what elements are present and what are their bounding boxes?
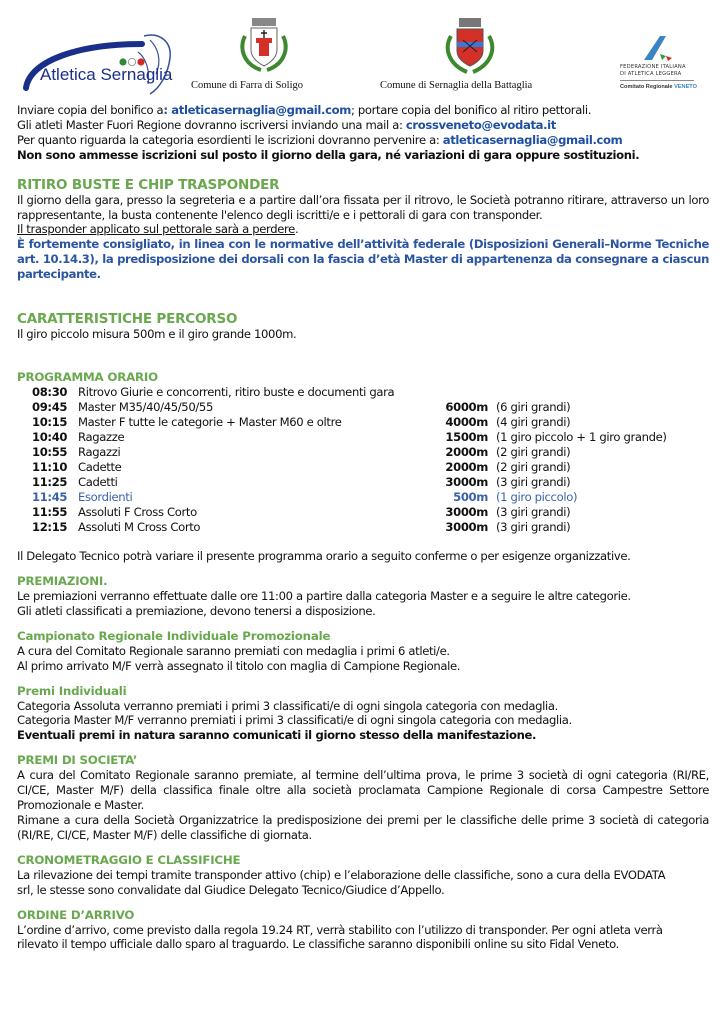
- schedule-laps: (2 giri grandi): [496, 444, 571, 459]
- farra-di-soligo-crest: [191, 16, 325, 98]
- fidal-divider: [620, 80, 694, 81]
- document-body: [17, 103, 709, 952]
- email-link-crossveneto[interactable]: crossveneto@evodata.it: [405, 117, 556, 132]
- schedule-distance: 2000m: [445, 444, 488, 459]
- schedule-time: 10:40: [32, 429, 68, 444]
- intro-line-2: [17, 118, 709, 133]
- schedule-distance: 4000m: [445, 414, 488, 429]
- schedule-time: 11:55: [32, 504, 68, 519]
- schedule-time: 10:15: [32, 414, 68, 429]
- sernaglia-crest: [378, 16, 558, 98]
- schedule-laps: (2 giri grandi): [496, 459, 571, 474]
- premi-individuali-line-2: Categoria Master M/F verranno premiati i primi 3 classificati/e di ogni singola categoria con medaglia.: [17, 713, 572, 728]
- fidal-logo: [614, 34, 702, 100]
- premi-societa-paragraph-1: A cura del Comitato Regionale saranno premiate, al termine dell’ultima prova, le prime 3 società di ogni categoria (RI/RE, CI/CE, Master M/F) della classifica finale oltre alla società proclamata Campione Regionale di corsa Campestre Settore Promozionale e Master.: [17, 768, 709, 813]
- schedule-laps: (1 giro piccolo + 1 giro grande): [496, 429, 667, 444]
- programma-note: Il Delegato Tecnico potrà variare il presente programma orario a seguito conferme o per esigenze organizzative.: [17, 548, 631, 563]
- schedule-description: Esordienti: [78, 489, 133, 504]
- schedule-time: 10:55: [32, 444, 68, 459]
- section-title-cronometraggio: CRONOMETRAGGIO E CLASSIFICHE: [17, 852, 241, 867]
- schedule-laps: (6 giri grandi): [496, 399, 571, 414]
- campionato-line-1: A cura del Comitato Regionale saranno premiati con medaglia i primi 6 atleti/e.: [17, 643, 450, 658]
- fidal-veneto: VENETO: [674, 84, 697, 90]
- atletica-logo-text: Atletica Sernaglia: [40, 65, 173, 84]
- intro-text: Per quanto riguarda la categoria esordienti le iscrizioni dovranno pervenire a:: [17, 132, 443, 147]
- intro-colon: :: [163, 103, 172, 117]
- period: .: [294, 222, 299, 237]
- intro-warning: Non sono ammesse iscrizioni sul posto il giorno della gara, né variazioni di gara oppure sostituzioni.: [17, 147, 640, 162]
- schedule-laps: (3 giri grandi): [496, 474, 571, 489]
- section-title-percorso: CARATTERISTICHE PERCORSO: [17, 311, 238, 328]
- atletica-sernaglia-logo: [20, 30, 186, 98]
- email-link-esordienti[interactable]: atleticasernaglia@gmail.com: [442, 132, 623, 147]
- campionato-line-2: Al primo arrivato M/F verrà assegnato il titolo con maglia di Campione Regionale.: [17, 658, 461, 673]
- farra-crest-icon: [205, 16, 325, 76]
- schedule-description: Ragazze: [78, 429, 125, 444]
- schedule-distance: 2000m: [445, 459, 488, 474]
- schedule-row: [32, 460, 712, 475]
- schedule-time: 11:45: [32, 489, 68, 504]
- schedule-distance: 500m: [453, 489, 488, 504]
- comune-sernaglia-caption: Comune di Sernaglia della Battaglia: [380, 80, 533, 91]
- schedule-description: Cadetti: [78, 474, 118, 489]
- section-title-programma: PROGRAMMA ORARIO: [17, 369, 158, 384]
- intro-text: Inviare copia del bonifico a: [17, 103, 164, 117]
- schedule-row: [32, 415, 712, 430]
- premiazioni-line-1: Le premiazioni verranno effettuate dalle ore 11:00 a partire dalla categoria Master e a seguire le altre categorie.: [17, 588, 631, 603]
- schedule-table: [32, 385, 712, 535]
- premiazioni-line-2: Gli atleti classificati a premiazione, devono tenersi a disposizione.: [17, 603, 376, 618]
- schedule-row: [32, 385, 712, 400]
- sernaglia-crest-icon: [378, 16, 558, 78]
- schedule-distance: 3000m: [445, 504, 488, 519]
- schedule-row: [32, 475, 712, 490]
- schedule-row: [32, 490, 712, 505]
- schedule-row: [32, 445, 712, 460]
- fidal-emblem-icon: [614, 34, 702, 64]
- schedule-description: Cadette: [78, 459, 122, 474]
- schedule-description: Assoluti M Cross Corto: [78, 519, 201, 534]
- comune-farra-caption: Comune di Farra di Soligo: [191, 80, 303, 91]
- fidal-line-2: DI ATLETICA LEGGERA: [620, 71, 682, 77]
- schedule-description: Master M35/40/45/50/55: [78, 399, 213, 414]
- schedule-laps: (3 giri grandi): [496, 504, 571, 519]
- schedule-row: [32, 520, 712, 535]
- intro-line-3: [17, 133, 709, 148]
- section-title-premi-societa: PREMI DI SOCIETA’: [17, 753, 138, 768]
- section-title-campionato: Campionato Regionale Individuale Promozionale: [17, 628, 331, 643]
- schedule-laps: (3 giri grandi): [496, 519, 571, 534]
- premi-individuali-line-3: Eventuali premi in natura saranno comunicati il giorno stesso della manifestazione.: [17, 728, 537, 743]
- email-link-atleticasernaglia[interactable]: atleticasernaglia@gmail.com: [171, 103, 351, 117]
- schedule-distance: 1500m: [445, 429, 488, 444]
- schedule-distance: 6000m: [445, 399, 488, 414]
- schedule-time: 12:15: [32, 519, 68, 534]
- ritiro-paragraph: Il giorno della gara, presso la segreteria e a partire dall’ora fissata per il ritrovo, le Società potranno ritirare, attraverso un loro rappresentante, la busta contenente l'elenco degli iscritti/e e i pettorali di gara con transponder.: [17, 192, 709, 222]
- intro-line-1: [17, 103, 709, 118]
- intro-text: ; portare copia del bonifico al ritiro pettorali.: [350, 103, 592, 117]
- schedule-time: 11:25: [32, 474, 68, 489]
- section-title-premiazioni: PREMIAZIONI.: [17, 573, 108, 588]
- fidal-line-3: Comitato Regionale: [620, 84, 675, 90]
- section-title-premi-individuali: Premi Individuali: [17, 683, 127, 698]
- schedule-row: [32, 400, 712, 415]
- schedule-time: 08:30: [32, 384, 68, 399]
- ordine-paragraph: L’ordine d’arrivo, come previsto dalla regola 19.24 RT, verrà stabilito con l’utilizzo di transponder. Per ogni atleta verrà rilevato il tempo ufficiale dallo sparo al traguardo. Le classifiche saranno disponibili online su sito Fidal Veneto.: [17, 922, 663, 952]
- schedule-time: 11:10: [32, 459, 68, 474]
- schedule-distance: 3000m: [445, 519, 488, 534]
- schedule-distance: 3000m: [445, 474, 488, 489]
- schedule-row: [32, 505, 712, 520]
- cronometraggio-paragraph: La rilevazione dei tempi tramite transponder attivo (chip) e l’elaborazione delle classifiche, sono a cura della EVODATA srl, le stesse sono convalidate dal Giudice Delegato Tecnico/Giudice d’Appello.: [17, 867, 666, 897]
- schedule-description: Ritrovo Giurie e concorrenti, ritiro buste e documenti gara: [78, 384, 395, 399]
- schedule-time: 09:45: [32, 399, 68, 414]
- schedule-laps: (1 giro piccolo): [496, 489, 578, 504]
- ritiro-advice: È fortemente consigliato, in linea con le normative dell’attività federale (Disposizioni Generali–Norme Tecniche art. 10.14.3), la predisposizione dei dorsali con la fascia d’età Master di appartenenza da consegnare a ciascun partecipante.: [17, 237, 709, 282]
- schedule-laps: (4 giri grandi): [496, 414, 571, 429]
- section-title-ordine: ORDINE D’ARRIVO: [17, 907, 135, 922]
- transponder-underlined: Il trasponder applicato sul pettorale sarà a perdere: [17, 222, 295, 237]
- premi-societa-paragraph-2: Rimane a cura della Società Organizzatrice la predisposizione dei premi per le classifiche delle prime 3 società di categoria (RI/RE, CI/CE, Master M/F) delle classifiche di giornata.: [17, 812, 709, 842]
- percorso-text: Il giro piccolo misura 500m e il giro grande 1000m.: [17, 327, 297, 342]
- premi-individuali-line-1: Categoria Assoluta verranno premiati i primi 3 classificati/e di ogni singola categoria con medaglia.: [17, 698, 558, 713]
- ritiro-transponder-note: [17, 222, 709, 237]
- schedule-row: [32, 430, 712, 445]
- fidal-line-1: FEDERAZIONE ITALIANA: [620, 64, 686, 70]
- schedule-description: Ragazzi: [78, 444, 121, 459]
- section-title-ritiro: RITIRO BUSTE E CHIP TRASPONDER: [17, 176, 280, 193]
- intro-text: Gli atleti Master Fuori Regione dovranno iscriversi inviando una mail a:: [17, 117, 406, 132]
- header-logos: [0, 0, 724, 102]
- schedule-description: Assoluti F Cross Corto: [78, 504, 197, 519]
- schedule-description: Master F tutte le categorie + Master M60 e oltre: [78, 414, 342, 429]
